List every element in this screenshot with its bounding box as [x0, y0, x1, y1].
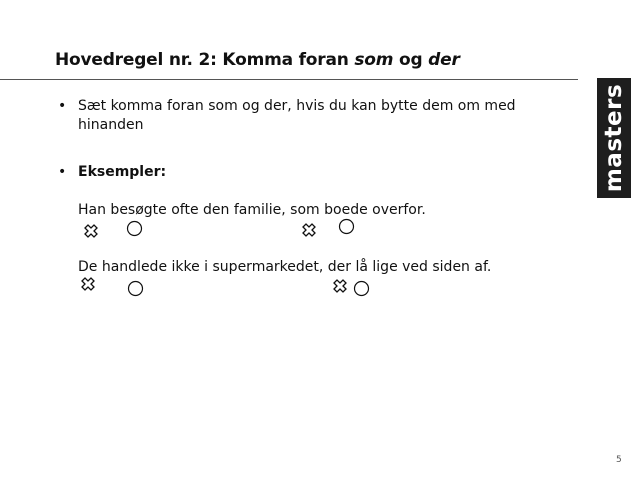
- cross-icon: [301, 222, 317, 238]
- rule-text: [78, 97, 516, 135]
- cross-icon: [332, 278, 348, 294]
- rule-text-line2: hinanden: [78, 117, 144, 133]
- page-number: 5: [616, 455, 622, 465]
- bullet-marker: •: [58, 164, 67, 180]
- circle-icon: [338, 218, 355, 235]
- cross-icon: [80, 276, 96, 292]
- title-divider: [0, 79, 578, 80]
- logo-text: masters: [601, 83, 627, 193]
- circle-icon: [126, 220, 143, 237]
- title-main: Hovedregel nr. 2: Komma foran: [55, 50, 355, 70]
- rule-text-line1: Sæt komma foran som og der, hvis du kan bytte dem om med: [78, 98, 516, 114]
- example-sentence-1: Han besøgte ofte den familie, som boede overfor.: [78, 202, 426, 218]
- circle-icon: [127, 280, 144, 297]
- example-sentence-2: De handlede ikke i supermarkedet, der lå lige ved siden af.: [78, 259, 492, 275]
- title-som: som: [354, 50, 394, 70]
- bullet-marker: •: [58, 98, 67, 114]
- circle-icon: [353, 280, 370, 297]
- title-der: der: [428, 50, 460, 70]
- cross-icon: [83, 223, 99, 239]
- title-og: og: [393, 50, 429, 70]
- masters-logo: [597, 78, 631, 198]
- examples-heading: Eksempler:: [78, 164, 167, 180]
- slide-title: [55, 50, 460, 70]
